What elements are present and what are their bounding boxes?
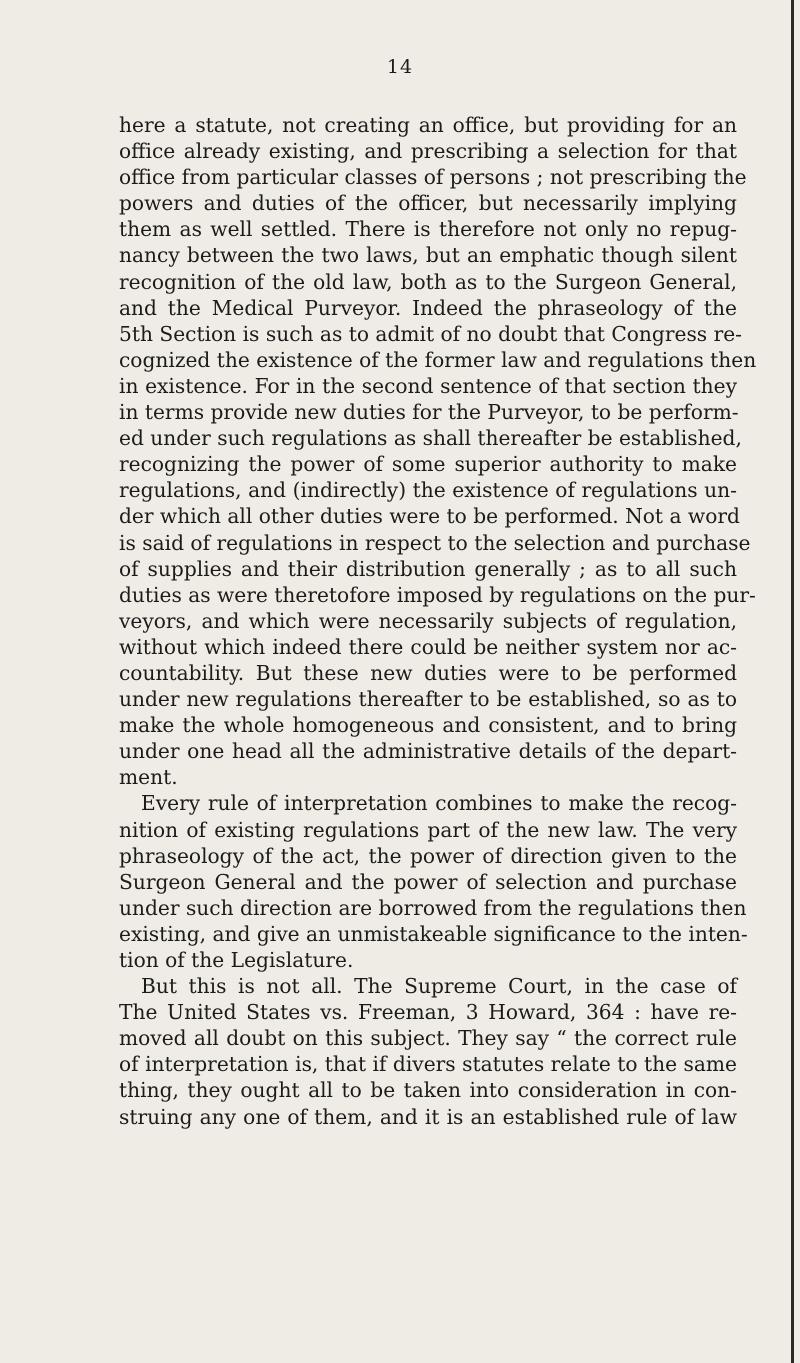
- text-line: without which indeed there could be neither system nor ac-: [119, 634, 737, 659]
- text-line: existing, and give an unmistakeable significance to the inten-: [119, 921, 748, 946]
- text-line: struing any one of them, and it is an established rule of law: [119, 1104, 737, 1129]
- text-line: nancy between the two laws, but an emphatic though silent: [119, 243, 737, 268]
- text-line: 5th Section is such as to admit of no doubt that Congress re-: [119, 321, 743, 346]
- text-line: nition of existing regulations part of the new law. The very: [119, 817, 737, 842]
- text-line: under one head all the administrative details of the depart-: [119, 739, 737, 764]
- text-line: them as well settled. There is therefore not only no repug-: [119, 217, 737, 242]
- text-line: under such direction are borrowed from the regulations then: [119, 895, 747, 920]
- text-line: under new regulations thereafter to be established, so as to: [119, 687, 737, 712]
- paragraph-start-line: But this is not all. The Supreme Court, in the case of: [141, 974, 737, 999]
- text-line: in existence. For in the second sentence of that section they: [119, 373, 737, 398]
- body-text: [119, 112, 757, 1130]
- page-edge-shadow: [791, 0, 794, 1363]
- text-line: duties as were theretofore imposed by regulations on the pur-: [119, 582, 756, 607]
- text-line: is said of regulations in respect to the selection and purchase: [119, 530, 751, 555]
- text-line: in terms provide new duties for the Purveyor, to be perform-: [119, 400, 739, 425]
- text-line: of supplies and their distribution generally ; as to all such: [119, 556, 737, 581]
- text-line: moved all doubt on this subject. They say “ the correct rule: [119, 1026, 737, 1051]
- text-line: of interpretation is, that if divers statutes relate to the same: [119, 1052, 737, 1077]
- text-line: ed under such regulations as shall thereafter be established,: [119, 426, 742, 451]
- text-line: countability. But these new duties were to be performed: [119, 660, 737, 685]
- text-line: office from particular classes of persons ; not prescribing the: [119, 165, 747, 190]
- page-number: 14: [386, 56, 414, 78]
- paragraph-start-line: Every rule of interpretation combines to make the recog-: [141, 791, 737, 816]
- text-line: ment.: [119, 765, 178, 790]
- text-line: der which all other duties were to be performed. Not a word: [119, 504, 740, 529]
- text-line: recognition of the old law, both as to the Surgeon General,: [119, 269, 737, 294]
- text-line: office already existing, and prescribing a selection for that: [119, 139, 737, 164]
- text-line: phraseology of the act, the power of direction given to the: [119, 843, 737, 868]
- text-line: regulations, and (indirectly) the existence of regulations un-: [119, 478, 737, 503]
- text-line: thing, they ought all to be taken into consideration in con-: [119, 1078, 737, 1103]
- text-line: recognizing the power of some superior authority to make: [119, 452, 737, 477]
- text-line: Surgeon General and the power of selection and purchase: [119, 869, 737, 894]
- text-line: make the whole homogeneous and consistent, and to bring: [119, 713, 737, 738]
- text-line: cognized the existence of the former law and regulations then: [119, 347, 757, 372]
- text-line: and the Medical Purveyor. Indeed the phraseology of the: [119, 295, 737, 320]
- text-line: tion of the Legislature.: [119, 948, 354, 972]
- text-line: here a statute, not creating an office, but providing for an: [119, 113, 737, 137]
- text-line: The United States vs. Freeman, 3 Howard, 364 : have re-: [119, 1000, 737, 1025]
- text-line: veyors, and which were necessarily subjects of regulation,: [119, 608, 737, 633]
- text-line: powers and duties of the officer, but necessarily implying: [119, 191, 737, 216]
